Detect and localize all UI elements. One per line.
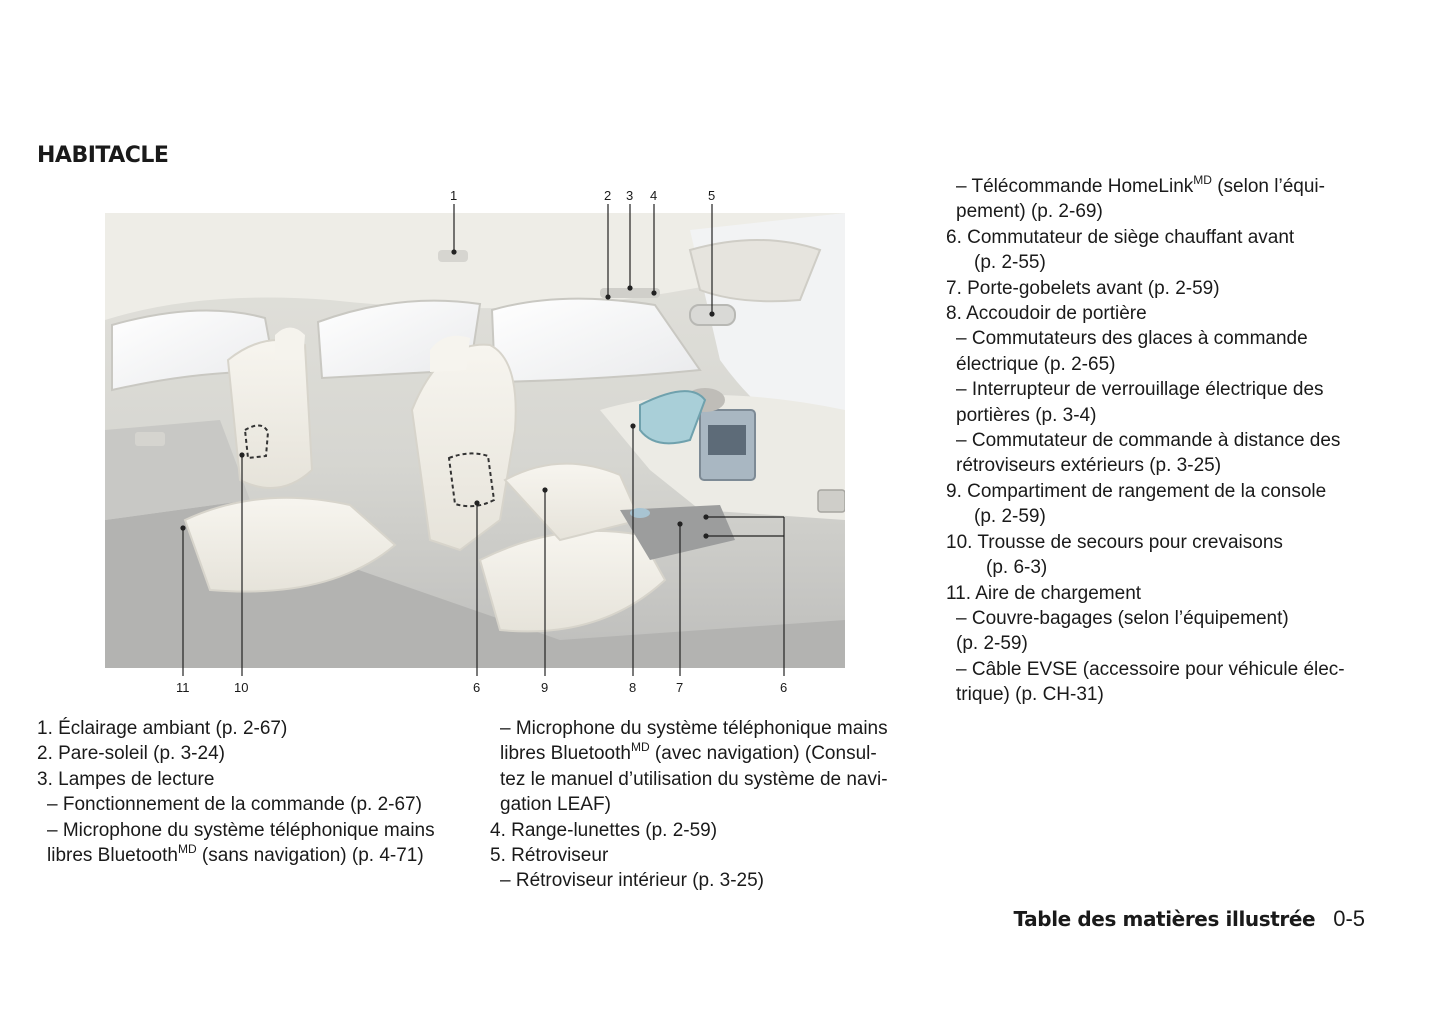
callout-5: 5 — [708, 188, 716, 203]
legend-item-2: 2. Pare-soleil (p. 3-24) — [37, 743, 225, 765]
legend-item-10-page: (p. 6-3) — [986, 557, 1048, 579]
legend-item-8-sub-a-cont: électrique (p. 2-65) — [956, 353, 1116, 375]
legend-item-8-sub-a: – Commutateurs des glaces à commande — [956, 328, 1308, 350]
legend-item-11-sub-b: – Câble EVSE (accessoire pour véhicule élec- — [956, 658, 1345, 680]
legend-item-3-sub-a: – Fonctionnement de la commande (p. 2-67) — [47, 794, 422, 816]
legend-right-column — [946, 174, 1386, 708]
legend-item-9: 9. Compartiment de rangement de la console — [946, 480, 1327, 502]
page-number: 0-5 — [1333, 906, 1365, 931]
car-interior-drawing — [105, 213, 845, 668]
callout-9: 9 — [541, 680, 549, 695]
callout-7: 7 — [676, 680, 684, 695]
section-heading: HABITACLE — [37, 143, 169, 168]
callout-6a: 6 — [473, 680, 481, 695]
legend-item-3-sub-d-cont3: gation LEAF) — [500, 794, 611, 816]
legend-item-3-sub-b: – Microphone du système téléphonique mains — [47, 819, 435, 841]
legend-item-11: 11. Aire de chargement — [946, 582, 1142, 604]
callout-4: 4 — [650, 188, 658, 203]
legend-item-1: 1. Éclairage ambiant (p. 2-67) — [37, 718, 288, 739]
callout-3: 3 — [626, 188, 634, 203]
callout-6b: 6 — [780, 680, 788, 695]
legend-item-5-sub-b-cont: pement) (p. 2-69) — [956, 201, 1103, 223]
legend-item-6: 6. Commutateur de siège chauffant avant — [946, 226, 1295, 248]
legend-item-5-sub-b: – Télécommande HomeLink$^{MD}$ (selon l’équi- — [956, 173, 1325, 197]
legend-item-11-sub-a-cont: (p. 2-59) — [956, 633, 1028, 655]
legend-mid-column — [490, 716, 920, 894]
legend-item-8: 8. Accoudoir de portière — [946, 303, 1147, 325]
legend-item-3-sub-d-cont2: tez le manuel d’utilisation du système de navi- — [500, 768, 888, 790]
legend-item-9-page: (p. 2-59) — [974, 506, 1046, 528]
legend-item-5: 5. Rétroviseur — [490, 845, 609, 867]
callout-10: 10 — [234, 680, 249, 695]
legend-item-8-sub-c: – Commutateur de commande à distance des — [956, 430, 1341, 452]
legend-left-column — [37, 716, 477, 868]
legend-item-4: 4. Range-lunettes (p. 2-59) — [490, 819, 718, 841]
callout-2: 2 — [604, 188, 612, 203]
legend-item-11-sub-b-cont: trique) (p. CH-31) — [956, 684, 1104, 706]
legend-item-7: 7. Porte-gobelets avant (p. 2-59) — [946, 277, 1220, 299]
legend-item-8-sub-b-cont: portières (p. 3-4) — [956, 404, 1097, 426]
legend-item-5-sub-a: – Rétroviseur intérieur (p. 3-25) — [500, 870, 764, 892]
callout-11: 11 — [176, 680, 190, 695]
legend-item-3: 3. Lampes de lecture — [37, 768, 215, 790]
page-footer — [1014, 906, 1365, 932]
legend-item-6-page: (p. 2-55) — [974, 252, 1046, 274]
legend-item-8-sub-c-cont: rétroviseurs extérieurs (p. 3-25) — [956, 455, 1222, 477]
callout-1: 1 — [450, 188, 458, 203]
legend-item-3-sub-d: – Microphone du système téléphonique mains — [500, 718, 888, 739]
legend-item-11-sub-a: – Couvre-bagages (selon l’équipement) — [956, 607, 1289, 629]
legend-item-3-sub-c: libres Bluetooth$^{MD}$ (sans navigation) (p. 4-71) — [47, 842, 424, 867]
legend-item-8-sub-b: – Interrupteur de verrouillage électrique des — [956, 379, 1324, 401]
legend-item-10: 10. Trousse de secours pour crevaisons — [946, 531, 1283, 553]
legend-item-3-sub-d-cont: libres Bluetooth$^{MD}$ (avec navigation) (Consul- — [500, 740, 877, 765]
footer-section-title: Table des matières illustrée — [1013, 907, 1316, 931]
callout-8: 8 — [629, 680, 637, 695]
